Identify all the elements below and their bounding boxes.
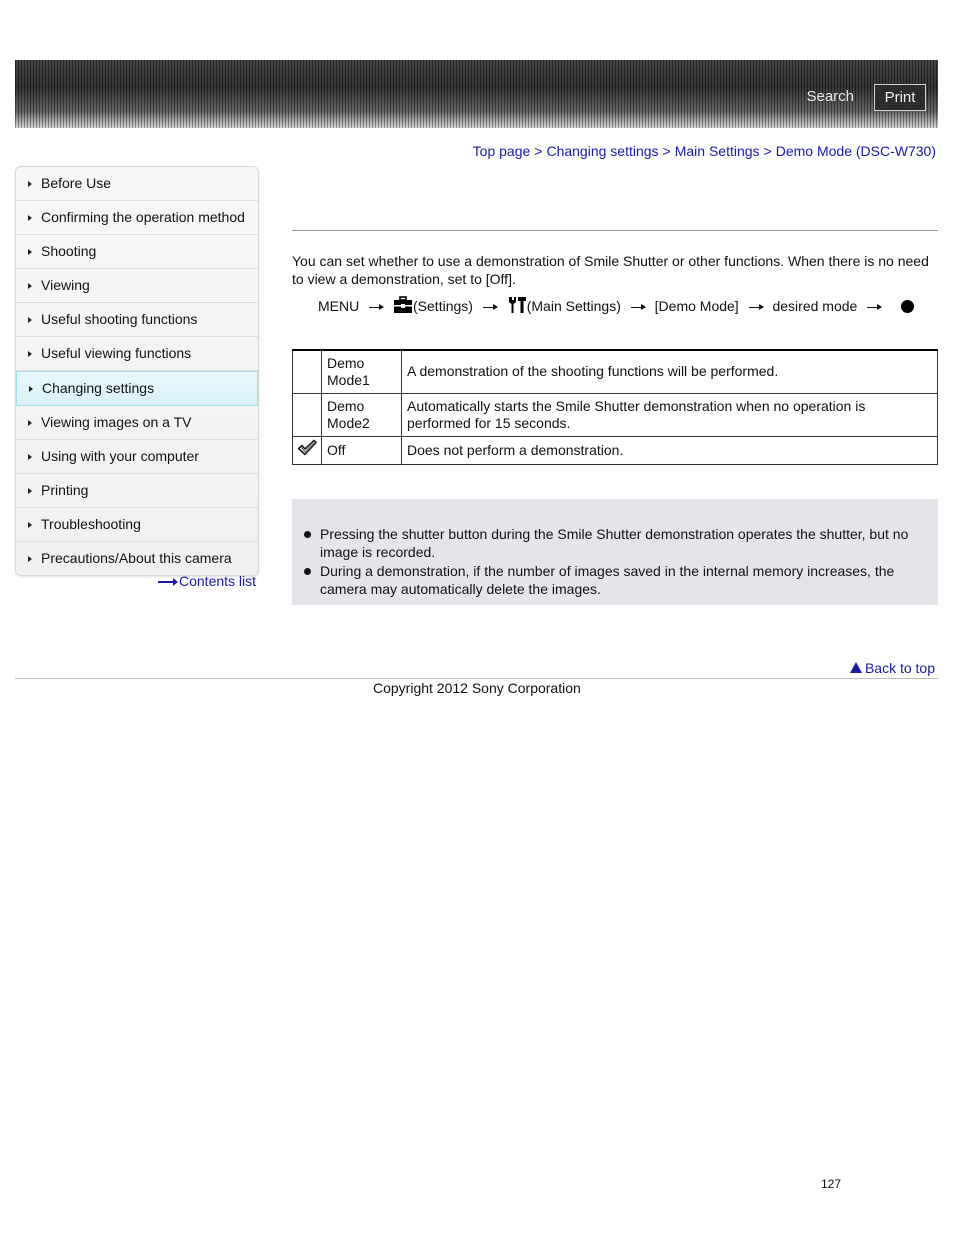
mode-description-cell: Does not perform a demonstration. [402,436,938,464]
main-settings-icon [507,296,527,314]
sidebar-item-computer[interactable] [16,440,258,474]
breadcrumb-separator: > [763,143,772,159]
sidebar-item-label: Before Use [41,175,112,191]
sidebar-item-label: Viewing images on a TV [41,414,192,430]
footer-divider [15,678,938,679]
bullet-icon [304,531,311,538]
arrow-right-icon [867,307,881,308]
notes-list [304,525,916,599]
notes-box [292,499,938,605]
mode-description-cell: Automatically starts the Smile Shutter demonstration when no operation is performed for 15 seconds. [402,393,938,436]
sidebar-item-viewing-tv[interactable] [16,406,258,440]
center-button-icon [901,300,914,313]
main-settings-label: (Main Settings) [526,298,621,314]
chevron-right-icon [28,317,32,323]
menu-label: MENU [318,298,360,314]
breadcrumb-demo-mode[interactable]: Demo Mode (DSC-W730) [775,143,936,159]
mode-name-cell: Off [322,436,402,464]
menu-path [318,295,914,317]
sidebar-item-label: Using with your computer [41,448,199,464]
sidebar-item-precautions[interactable] [16,542,258,575]
breadcrumb-changing-settings[interactable]: Changing settings [546,143,659,159]
default-marker-cell [293,350,322,393]
chevron-right-icon [28,351,32,357]
print-button[interactable]: Print [874,84,926,111]
sidebar-item-label: Changing settings [42,380,155,396]
toolbox-settings-icon [393,296,413,314]
breadcrumb-top-page[interactable]: Top page [472,143,531,159]
arrow-right-icon [631,307,645,308]
triangle-up-icon [850,662,862,673]
sidebar-item-troubleshooting[interactable] [16,508,258,542]
chevron-right-icon [28,283,32,289]
arrow-right-icon [369,307,383,308]
chevron-right-icon [28,181,32,187]
bullet-icon [304,568,311,575]
chevron-right-icon [28,249,32,255]
table-row [293,436,938,464]
arrow-right-icon [749,307,763,308]
default-marker-cell [293,436,322,464]
chevron-right-icon [28,215,32,221]
table-row [293,393,938,436]
demo-mode-table [292,349,938,465]
contents-list-label: Contents list [179,573,257,589]
sidebar-item-printing[interactable] [16,474,258,508]
mode-name-cell: Demo Mode2 [322,393,402,436]
chevron-right-icon [28,454,32,460]
breadcrumb-separator: > [662,143,671,159]
sidebar-item-confirming-operation[interactable] [16,201,258,235]
chevron-right-icon [28,556,32,562]
intro-text: You can set whether to use a demonstration of Smile Shutter or other functions. When there is no need to view a demonstration, set to [Off]. [292,253,929,287]
mode-description-cell: A demonstration of the shooting functions will be performed. [402,350,938,393]
chevron-right-icon [28,420,32,426]
demo-mode-label: [Demo Mode] [654,298,739,314]
note-text: During a demonstration, if the number of images saved in the internal memory increases, the camera may automatically delete the images. [320,563,895,597]
chevron-right-icon [29,386,33,392]
sidebar-item-useful-shooting[interactable] [16,303,258,337]
list-item [304,525,916,561]
title-divider [292,230,938,231]
settings-label: (Settings) [413,298,473,314]
sidebar-item-viewing[interactable] [16,269,258,303]
sidebar-item-label: Viewing [41,277,90,293]
back-to-top-label: Back to top [864,660,935,676]
arrow-right-icon [158,581,176,583]
sidebar-item-label: Confirming the operation method [41,209,245,225]
chevron-right-icon [28,522,32,528]
header-bar [15,60,938,128]
search-link[interactable]: Search [806,88,854,105]
sidebar-item-label: Useful viewing functions [41,345,192,361]
sidebar-item-shooting[interactable] [16,235,258,269]
sidebar-item-before-use[interactable] [16,167,258,201]
sidebar-item-label: Shooting [41,243,97,259]
mode-name-cell: Demo Mode1 [322,350,402,393]
breadcrumb-separator: > [534,143,543,159]
breadcrumb-main-settings[interactable]: Main Settings [674,143,760,159]
table-row [293,350,938,393]
sidebar-nav [15,166,259,576]
sidebar-item-label: Useful shooting functions [41,311,198,327]
back-to-top-link[interactable] [850,660,935,676]
arrow-right-icon [483,307,497,308]
sidebar-item-label: Troubleshooting [41,516,141,532]
note-text: Pressing the shutter button during the Smile Shutter demonstration operates the shutter, but no image is recorded. [320,526,909,560]
breadcrumb [473,143,936,159]
sidebar-item-label: Precautions/About this camera [41,550,232,566]
sidebar-item-useful-viewing[interactable] [16,337,258,371]
desired-mode-label: desired mode [772,298,858,314]
list-item [304,562,916,598]
checkmark-icon [297,439,317,457]
contents-list-link[interactable] [158,573,256,589]
chevron-right-icon [28,488,32,494]
default-marker-cell [293,393,322,436]
copyright-text: Copyright 2012 Sony Corporation [373,680,581,696]
sidebar-item-changing-settings[interactable] [16,371,258,406]
sidebar-item-label: Printing [41,482,89,498]
page-number: 127 [821,1177,842,1191]
